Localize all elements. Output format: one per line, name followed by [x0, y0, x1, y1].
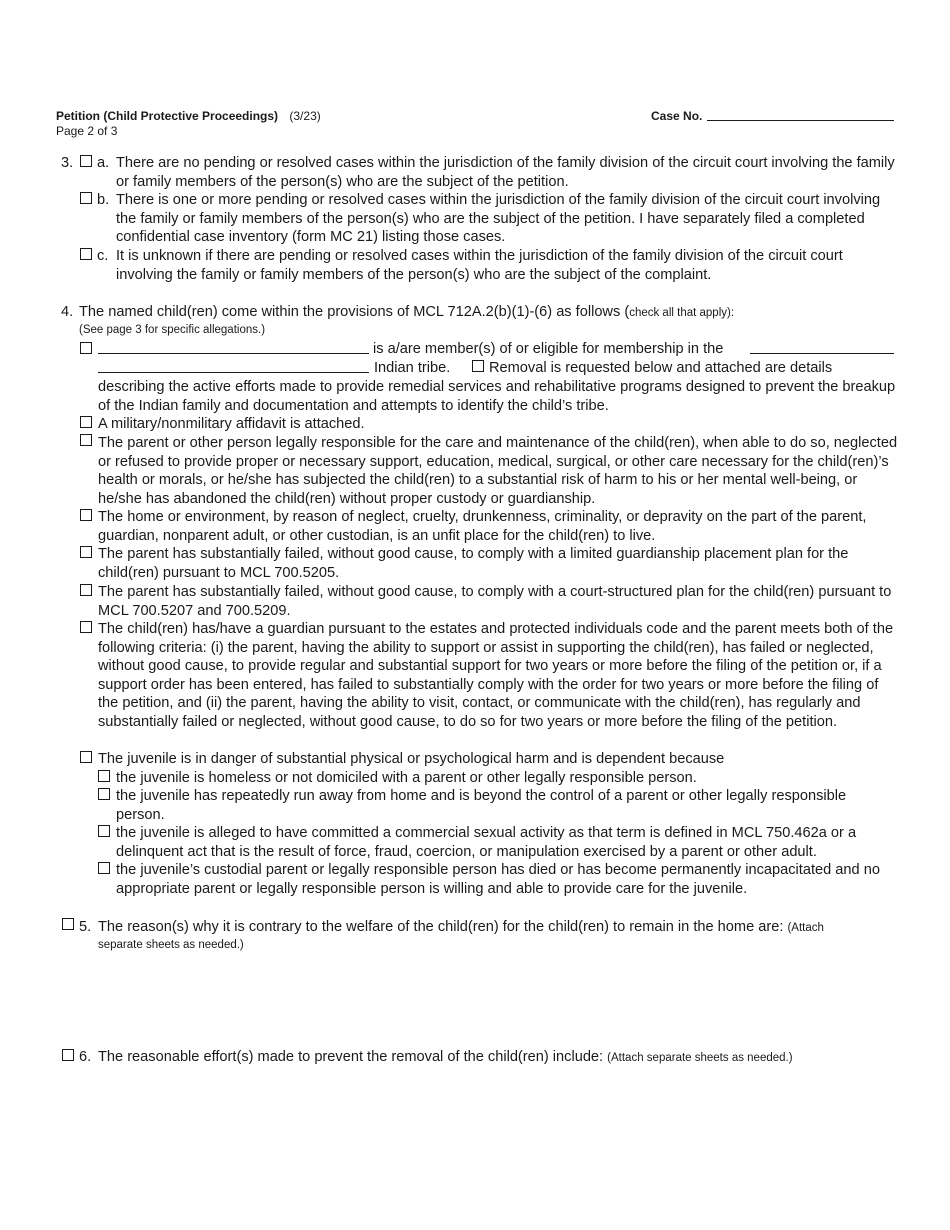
item-6-text — [98, 1048, 793, 1068]
juvenile-custodial-checkbox[interactable] — [98, 862, 110, 874]
item-6-number: 6. — [79, 1049, 92, 1065]
neglect-checkbox[interactable] — [80, 434, 92, 446]
home-text: The home or environment, by reason of neglect, cruelty, drunkenness, criminality, or depravity on the part of the parent, guardian, nonparent adult, or other custodian, is an unfit place for the child(ren) to live. — [98, 509, 867, 544]
item-4-see-page: (See page 3 for specific allegations.) — [79, 324, 266, 336]
juvenile-checkbox[interactable] — [80, 751, 92, 763]
court-plan-text: The parent has substantially failed, without good cause, to comply with a court-structured plan for the child(ren) pursuant to MCL 700.5207 and 700.5209. — [98, 584, 892, 619]
item-3b-text: There is one or more pending or resolved cases within the jurisdiction of the family division of the circuit court involving the family or family members of the person(s) who are the subject of the petition. I have separately filed a completed confidential case inventory (form MC 21) listing those cases. — [116, 192, 881, 246]
removal-checkbox[interactable] — [472, 360, 484, 372]
tribe-name-field-1[interactable] — [750, 353, 894, 354]
item-6-text-main: The reasonable effort(s) made to prevent the removal of the child(ren) include: — [98, 1049, 608, 1065]
form-version: (3/23) — [289, 109, 321, 123]
item-4-intro — [79, 303, 734, 323]
item-3a-checkbox[interactable] — [80, 155, 92, 167]
item-3c-label: c. — [97, 248, 109, 264]
item-5-note-2: separate sheets as needed.) — [98, 939, 244, 951]
neglect-text: The parent or other person legally responsible for the care and maintenance of the child(ren), when able to do so, neglected or refused to provide proper or necessary support, education, medical, surgical, or other care necessary for the child(ren)’s health or morals, or he/she has subjected the child(ren) to a substantial risk of harm to his or her mental well-being, or he/she has abandoned the child(ren) without proper custody or guardianship. — [98, 435, 898, 507]
form-title — [56, 109, 321, 123]
guardian-checkbox[interactable] — [80, 621, 92, 633]
juvenile-sexual-activity-text: the juvenile is alleged to have committed a commercial sexual activity as that term is defined in MCL 750.462a or a delinquent act that is the result of force, fraud, coercion, or manipulation exercised by a parent or other adult. — [116, 825, 857, 860]
item-5-text — [98, 918, 824, 938]
tribe-checkbox[interactable] — [80, 342, 92, 354]
item-3c-text: It is unknown if there are pending or resolved cases within the jurisdiction of the family division of the circuit court involving the family or family members of the person(s) who are the subject of the complaint. — [116, 248, 843, 283]
item-6-checkbox[interactable] — [62, 1049, 74, 1061]
juvenile-runaway-checkbox[interactable] — [98, 788, 110, 800]
limited-guardianship-checkbox[interactable] — [80, 546, 92, 558]
item-3c-checkbox[interactable] — [80, 248, 92, 260]
page-number: Page 2 of 3 — [56, 124, 118, 138]
removal-text: Removal is requested below and attached are details — [489, 360, 833, 376]
indian-tribe-text: Indian tribe. — [374, 360, 451, 376]
item-5-text-main: The reason(s) why it is contrary to the welfare of the child(ren) for the child(ren) to remain in the home are: — [98, 919, 788, 935]
case-no-label: Case No. — [651, 109, 703, 123]
juvenile-text: The juvenile is in danger of substantial physical or psychological harm and is dependent because — [98, 751, 725, 767]
item-5-checkbox[interactable] — [62, 918, 74, 930]
item-3a-text: There are no pending or resolved cases within the jurisdiction of the family division of the circuit court involving the family or family members of the person(s) who are the subject of the petition. — [116, 155, 895, 190]
tribe-member-text: is a/are member(s) of or eligible for membership in the — [373, 341, 724, 357]
military-text: A military/nonmilitary affidavit is attached. — [98, 416, 365, 432]
item-4-intro-text: The named child(ren) come within the provisions of MCL 712A.2(b)(1)-(6) as follows ( — [79, 304, 630, 320]
case-no-field[interactable] — [707, 120, 894, 121]
item-3-number: 3. — [61, 155, 74, 171]
form-title-text: Petition (Child Protective Proceedings) — [56, 109, 279, 123]
juvenile-runaway-text: the juvenile has repeatedly run away from home and is beyond the control of a parent or other legally responsible person. — [116, 788, 847, 823]
limited-guardianship-text: The parent has substantially failed, without good cause, to comply with a limited guardianship placement plan for the child(ren) pursuant to MCL 700.5205. — [98, 546, 849, 581]
item-5-number: 5. — [79, 919, 92, 935]
item-6-note: (Attach separate sheets as needed.) — [607, 1052, 793, 1064]
juvenile-sexual-activity-checkbox[interactable] — [98, 825, 110, 837]
juvenile-custodial-text: the juvenile’s custodial parent or legally responsible person has died or has become permanently incapacitated and no appropriate parent or legally responsible person is willing and able to provide care for the juvenile. — [116, 862, 880, 897]
item-5-note-1: (Attach — [787, 922, 824, 934]
juvenile-homeless-checkbox[interactable] — [98, 770, 110, 782]
military-checkbox[interactable] — [80, 416, 92, 428]
tribe-name-field-2[interactable] — [98, 372, 369, 373]
child-name-field[interactable] — [98, 353, 369, 354]
item-3b-checkbox[interactable] — [80, 192, 92, 204]
court-plan-checkbox[interactable] — [80, 584, 92, 596]
juvenile-homeless-text: the juvenile is homeless or not domiciled with a parent or other legally responsible person. — [116, 770, 697, 786]
guardian-text: The child(ren) has/have a guardian pursuant to the estates and protected individuals code and the parent meets both of the following criteria: (i) the parent, having the ability to support or assist in supporting the child(ren), has failed or neglected, without good cause, to provide regular and substantial support for two years or more before the filing of the petition or, if a support order has been entered, has failed to substantially comply with the order for two years or more before the filing of the petition, and (ii) the parent, having the ability to visit, contact, or communicate with the child(ren), has regularly and substantially failed or neglected, without good cause, to do so for two years or more before the filing of the petition. — [98, 621, 894, 730]
item-3a-label: a. — [97, 155, 110, 171]
home-checkbox[interactable] — [80, 509, 92, 521]
item-3b-label: b. — [97, 192, 110, 208]
item-4-number: 4. — [61, 304, 74, 320]
item-4-intro-note: check all that apply): — [629, 307, 735, 319]
tribe-details-text: describing the active efforts made to provide remedial services and rehabilitative programs designed to prevent the breakup of the Indian family and documentation and attempts to identify the child’s tribe. — [98, 379, 896, 414]
